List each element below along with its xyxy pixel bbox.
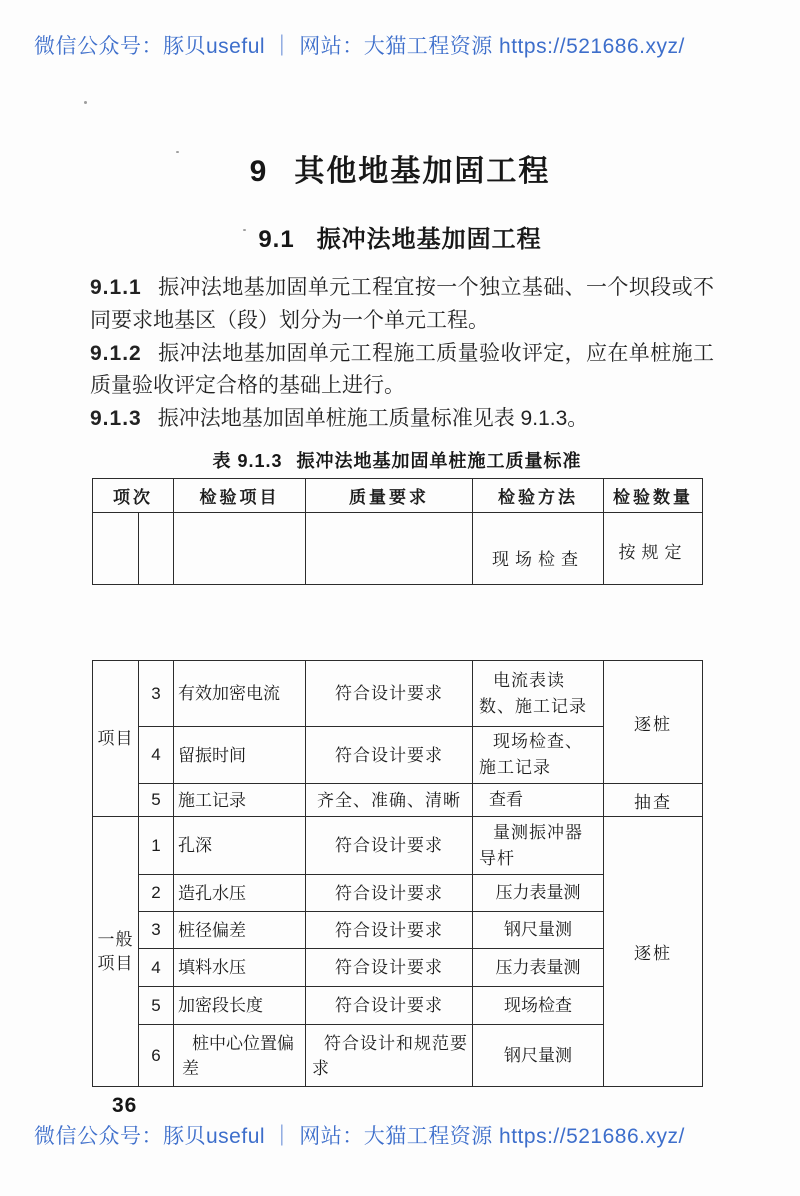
cell-item-empty — [174, 513, 306, 585]
cell-item: 孔深 — [174, 817, 306, 875]
cell-requirement: 符合设计要求 — [306, 912, 473, 949]
cell-method: 钢尺量测 — [473, 912, 604, 949]
table-fragment-top — [92, 478, 704, 569]
clause-text: 振冲法地基加固单桩施工质量标准见表 9.1.3。 — [157, 407, 589, 431]
table-row — [93, 784, 703, 817]
cell-requirement: 符合设计要求 — [306, 875, 473, 912]
header-quality-req: 质量要求 — [306, 479, 473, 513]
section-number: 9.1 — [258, 226, 295, 253]
cell-method: 现场检查、施工记录 — [473, 727, 604, 784]
table-caption-title: 振冲法地基加固单桩施工质量标准 — [296, 451, 582, 471]
section-title — [0, 219, 800, 254]
clause-9-1-3 — [90, 403, 714, 436]
cell-method: 压力表量测 — [473, 875, 604, 912]
cell-method: 查看 — [473, 784, 604, 817]
cell-item: 桩径偏差 — [174, 912, 306, 949]
clause-9-1-1 — [90, 272, 714, 338]
cell-method: 电流表读数、施工记录 — [473, 661, 604, 727]
cell-quantity: 抽查 — [604, 784, 703, 817]
cell-no: 3 — [139, 912, 174, 949]
clause-text: 振冲法地基加固单元工程施工质量验收评定，应在单桩施工质量验收评定合格的基础上进行。 — [90, 341, 714, 398]
clause-id: 9.1.3 — [90, 407, 142, 431]
cell-requirement: 符合设计要求 — [306, 727, 473, 784]
table-row — [93, 661, 703, 727]
chapter-number: 9 — [249, 155, 269, 188]
clause-id: 9.1.2 — [90, 341, 142, 365]
cell-quantity: 逐桩 — [604, 817, 703, 1087]
section-name: 振冲法地基加固工程 — [316, 226, 542, 253]
watermark-top: 微信公众号：豚贝useful ｜ 网站：大猫工程资源 https://521686.xyz/ — [34, 35, 685, 58]
clause-text: 振冲法地基加固单元工程宜按一个独立基础、一个坝段或不同要求地基区（段）划分为一个单元工程。 — [90, 276, 714, 332]
cell-item: 加密段长度 — [174, 987, 306, 1025]
cell-category-empty — [93, 513, 139, 585]
table-header-row — [93, 479, 703, 513]
cell-requirement: 符合设计要求 — [306, 949, 473, 987]
page-number: 36 — [112, 1094, 138, 1117]
cell-no: 4 — [139, 949, 174, 987]
cell-item: 施工记录 — [174, 784, 306, 817]
table-row — [93, 817, 703, 875]
cell-item: 留振时间 — [174, 727, 306, 784]
cell-method: 量测振冲器导杆 — [473, 817, 604, 875]
cell-quantity: 逐桩 — [604, 661, 703, 784]
cell-item: 填料水压 — [174, 949, 306, 987]
scan-speck — [84, 101, 87, 104]
cell-no: 5 — [139, 987, 174, 1025]
table-row-partial — [93, 513, 703, 585]
watermark-bottom: 微信公众号：豚贝useful ｜ 网站：大猫工程资源 https://521686.xyz/ — [34, 1125, 685, 1148]
cell-req-empty — [306, 513, 473, 585]
cell-requirement: 符合设计和规范要求 — [306, 1025, 473, 1087]
clause-9-1-2 — [90, 338, 714, 404]
table-caption — [92, 447, 702, 473]
cell-no-empty — [139, 513, 174, 585]
cell-section-label: 一般项目 — [93, 817, 139, 1087]
cell-no: 4 — [139, 727, 174, 784]
cell-requirement: 齐全、准确、清晰 — [306, 784, 473, 817]
cell-method: 现场检查 — [473, 987, 604, 1025]
cell-item: 造孔水压 — [174, 875, 306, 912]
cell-method: 钢尺量测 — [473, 1025, 604, 1087]
clause-list — [90, 272, 714, 436]
cell-no: 6 — [139, 1025, 174, 1087]
cell-method-cutoff: 现场检查 — [473, 513, 604, 585]
cell-item: 桩中心位置偏差 — [174, 1025, 306, 1087]
cell-no: 5 — [139, 784, 174, 817]
cell-no: 2 — [139, 875, 174, 912]
cell-method: 压力表量测 — [473, 949, 604, 987]
cell-no: 1 — [139, 817, 174, 875]
header-inspect-item: 检验项目 — [174, 479, 306, 513]
chapter-title — [0, 146, 800, 190]
cell-qty-cutoff: 按规定 — [604, 513, 703, 585]
table-caption-number: 表 9.1.3 — [212, 451, 283, 471]
cell-requirement: 符合设计要求 — [306, 661, 473, 727]
header-inspect-qty: 检验数量 — [604, 479, 703, 513]
header-inspect-method: 检验方法 — [473, 479, 604, 513]
clause-id: 9.1.1 — [90, 276, 142, 299]
cell-requirement: 符合设计要求 — [306, 987, 473, 1025]
table-fragment-bottom — [92, 660, 703, 1087]
cell-section-label: 项目 — [93, 661, 139, 817]
header-item-no: 项次 — [93, 479, 174, 513]
chapter-name: 其他地基加固工程 — [294, 155, 551, 188]
cell-item: 有效加密电流 — [174, 661, 306, 727]
cell-no: 3 — [139, 661, 174, 727]
cell-requirement: 符合设计要求 — [306, 817, 473, 875]
